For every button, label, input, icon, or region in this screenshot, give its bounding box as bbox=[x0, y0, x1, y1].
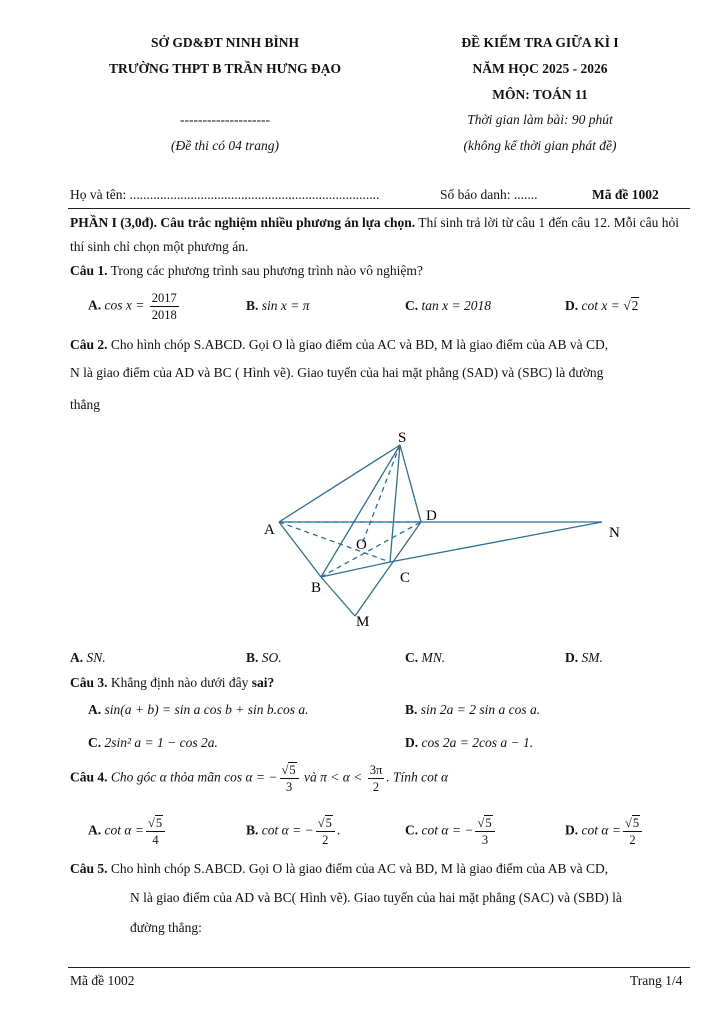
label-D: D bbox=[426, 508, 437, 524]
q2-option-d-label: D. bbox=[565, 650, 579, 665]
q2-option-a-text: SN. bbox=[86, 650, 106, 665]
edge-SC bbox=[390, 445, 400, 562]
q4-option-b[interactable]: B. cot α = − $\frac{√5}{2}$ . bbox=[246, 816, 341, 847]
q3-option-d-text: cos 2a = 2cos a − 1. bbox=[421, 735, 534, 750]
school-year: NĂM HỌC 2025 - 2026 bbox=[472, 61, 608, 76]
fraction-radicand: 5 bbox=[485, 816, 492, 830]
footer-exam-code: Mã đề 1002 bbox=[70, 973, 135, 988]
question-5-line1 bbox=[70, 861, 608, 877]
q4-option-b-label: B. bbox=[246, 822, 259, 838]
fraction-denominator: 2 bbox=[629, 833, 636, 847]
pyramid-figure bbox=[0, 420, 725, 650]
q4-option-d-expr: cot α = bbox=[581, 822, 621, 838]
q3-option-c-label: C. bbox=[88, 735, 102, 750]
question-4-fraction-2 bbox=[368, 762, 385, 795]
question-2-text-1: Cho hình chóp S.ABCD. Gọi O là giao điểm của AC và BD, M là giao điểm của AB và CD, bbox=[107, 337, 609, 352]
q1-option-a-expr: cos x = bbox=[104, 297, 145, 313]
part1-instructions: Thí sinh trả lời từ câu 1 đến câu 12. Mỗi câu hỏi thí sinh chỉ chọn một phương án. bbox=[70, 215, 680, 254]
question-3-text: Khẳng định nào dưới đây bbox=[107, 675, 252, 690]
q4-option-c-label: C. bbox=[405, 822, 419, 838]
fraction-denominator: 2 bbox=[372, 780, 380, 794]
q1-option-c-label: C. bbox=[405, 298, 419, 313]
q4-option-a-fraction bbox=[146, 815, 165, 848]
sqrt-icon: √ bbox=[477, 816, 485, 830]
edge-BM bbox=[321, 577, 355, 616]
question-4 bbox=[70, 762, 448, 795]
question-3 bbox=[70, 675, 274, 691]
q2-option-c-text: MN. bbox=[421, 650, 446, 665]
student-id-field: Số báo danh: ....... bbox=[440, 187, 538, 202]
label-N: N bbox=[609, 525, 620, 541]
q1-option-b-expr: sin x = π bbox=[261, 298, 310, 313]
question-1-label: Câu 1. bbox=[70, 263, 108, 278]
part1-title: PHẦN I (3,0đ). Câu trắc nghiệm nhiều phương án lựa chọn. bbox=[70, 215, 416, 230]
hidden-edge-AC bbox=[279, 522, 390, 562]
part1-heading bbox=[70, 211, 690, 259]
label-O: O bbox=[356, 537, 367, 553]
label-C: C bbox=[400, 570, 411, 586]
question-5-text-1: Cho hình chóp S.ABCD. Gọi O là giao điểm của AC và BD, M là giao điểm của AB và CD, bbox=[107, 861, 609, 876]
q3-option-c-text: 2sin² a = 1 − cos 2a. bbox=[104, 735, 218, 750]
exam-title: ĐỀ KIỂM TRA GIỮA KÌ I bbox=[461, 35, 619, 50]
question-2-line1 bbox=[70, 337, 608, 353]
q1-option-d-radicand: 2 bbox=[631, 298, 639, 313]
sqrt-icon: √ bbox=[624, 816, 632, 830]
label-S: S bbox=[398, 430, 407, 446]
question-3-label: Câu 3. bbox=[70, 675, 108, 690]
q1-option-d-expr: cot x = bbox=[581, 298, 624, 313]
q2-option-b[interactable] bbox=[246, 650, 282, 666]
q3-option-d-label: D. bbox=[405, 735, 419, 750]
label-M: M bbox=[356, 614, 370, 630]
q1-option-c-expr: tan x = 2018 bbox=[421, 298, 491, 313]
q3-option-c[interactable] bbox=[88, 735, 218, 751]
question-1-text: Trong các phương trình sau phương trình nào vô nghiệm? bbox=[107, 263, 423, 278]
q4-option-a-expr: cot α = bbox=[104, 822, 144, 838]
page-count-note: (Đề thi có 04 trang) bbox=[171, 138, 279, 153]
q4-option-b-fraction bbox=[316, 815, 335, 848]
footer-divider bbox=[68, 967, 690, 968]
label-B: B bbox=[311, 580, 322, 596]
edge-SB bbox=[321, 445, 400, 577]
q3-option-d[interactable] bbox=[405, 735, 533, 751]
fraction-denominator: 3 bbox=[285, 780, 293, 794]
question-2-line3: thẳng bbox=[70, 397, 100, 412]
fraction-denominator: 4 bbox=[152, 833, 159, 847]
q4-option-a-label: A. bbox=[88, 822, 102, 838]
school-name: TRƯỜNG THPT B TRẦN HƯNG ĐẠO bbox=[109, 61, 341, 76]
edge-SD bbox=[400, 445, 421, 522]
q4-option-b-expr: cot α = − bbox=[261, 822, 314, 838]
fraction-denominator: 2018 bbox=[151, 308, 177, 322]
q4-option-c[interactable] bbox=[405, 815, 497, 848]
fraction-numerator: 3π bbox=[369, 763, 383, 777]
fraction-radicand: 5 bbox=[155, 816, 163, 830]
fraction-numerator: 2017 bbox=[151, 291, 177, 305]
q1-option-d[interactable] bbox=[565, 298, 639, 314]
q2-option-d[interactable] bbox=[565, 650, 603, 666]
edge-CN bbox=[390, 522, 602, 562]
question-1 bbox=[70, 263, 423, 279]
q1-option-a-label: A. bbox=[88, 297, 102, 313]
q4-option-d-label: D. bbox=[565, 822, 579, 838]
q2-option-a[interactable] bbox=[70, 650, 106, 666]
header-dashes: -------------------- bbox=[180, 112, 270, 127]
header-divider bbox=[68, 208, 690, 209]
exam-code: Mã đề 1002 bbox=[592, 187, 659, 202]
footer-page-number: Trang 1/4 bbox=[630, 973, 683, 988]
q4-option-d[interactable] bbox=[565, 815, 644, 848]
q4-option-a[interactable] bbox=[88, 815, 167, 848]
exam-time-note: (không kể thời gian phát đề) bbox=[463, 138, 617, 153]
q4-option-c-expr: cot α = − bbox=[421, 822, 474, 838]
question-4-text-1: Cho góc α thỏa mãn cos α = − bbox=[107, 769, 278, 785]
fraction-denominator: 2 bbox=[322, 833, 329, 847]
sqrt-icon: √ bbox=[281, 763, 289, 777]
sqrt-icon: √ bbox=[317, 816, 325, 830]
school-department: SỞ GD&ĐT NINH BÌNH bbox=[151, 35, 299, 50]
q3-option-a[interactable] bbox=[88, 702, 308, 718]
edge-SA bbox=[279, 445, 400, 522]
q3-option-a-text: sin(a + b) = sin a cos b + sin b.cos a. bbox=[104, 702, 309, 717]
fraction-radicand: 5 bbox=[325, 816, 332, 830]
fraction-radicand: 5 bbox=[632, 816, 640, 830]
q4-option-c-fraction bbox=[475, 815, 494, 848]
fraction-radicand: 5 bbox=[289, 763, 296, 777]
hidden-edge-BD bbox=[321, 522, 421, 577]
q1-option-b-label: B. bbox=[246, 298, 259, 313]
question-4-text-3: . Tính cot α bbox=[386, 769, 449, 785]
q2-option-b-text: SO. bbox=[261, 650, 282, 665]
fraction-denominator: 3 bbox=[481, 833, 489, 847]
sqrt-icon: √ bbox=[147, 816, 155, 830]
q2-option-d-text: SM. bbox=[581, 650, 603, 665]
question-5-line3: đường thẳng: bbox=[130, 920, 202, 935]
q2-option-c[interactable] bbox=[405, 650, 445, 666]
q3-option-b-text: sin 2a = 2 sin a cos a. bbox=[420, 702, 541, 717]
q2-option-b-label: B. bbox=[246, 650, 259, 665]
question-4-fraction-1 bbox=[280, 762, 299, 795]
student-name-field: Họ và tên: .......................................................................... bbox=[70, 187, 380, 202]
question-2-line2: N là giao điểm của AD và BC ( Hình vẽ). Giao tuyến của hai mặt phẳng (SAD) và (SBC) là đường bbox=[70, 365, 604, 380]
q3-option-b[interactable] bbox=[405, 702, 540, 718]
q4-option-d-fraction bbox=[623, 815, 642, 848]
q2-option-c-label: C. bbox=[405, 650, 419, 665]
q3-option-b-label: B. bbox=[405, 702, 418, 717]
question-5-line2: N là giao điểm của AD và BC( Hình vẽ). Giao tuyến của hai mặt phẳng (SAC) và (SBD) là bbox=[130, 890, 622, 905]
hidden-edge-SO bbox=[362, 445, 400, 544]
question-5-label: Câu 5. bbox=[70, 861, 108, 876]
label-A: A bbox=[264, 522, 275, 538]
question-4-text-2: và π < α < bbox=[300, 769, 366, 785]
q2-option-a-label: A. bbox=[70, 650, 84, 665]
question-4-label: Câu 4. bbox=[70, 769, 108, 785]
subject: MÔN: TOÁN 11 bbox=[492, 87, 588, 102]
exam-time: Thời gian làm bài: 90 phút bbox=[467, 112, 613, 127]
q1-option-b[interactable] bbox=[246, 298, 310, 314]
question-2-label: Câu 2. bbox=[70, 337, 108, 352]
sqrt-icon: √ bbox=[623, 298, 631, 313]
question-3-emphasis: sai? bbox=[251, 675, 275, 690]
edge-BC bbox=[321, 562, 390, 577]
q1-option-a[interactable] bbox=[88, 290, 181, 323]
q1-option-d-label: D. bbox=[565, 298, 579, 313]
q1-option-a-fraction bbox=[150, 290, 179, 323]
q3-option-a-label: A. bbox=[88, 702, 102, 717]
q1-option-c[interactable] bbox=[405, 298, 491, 314]
